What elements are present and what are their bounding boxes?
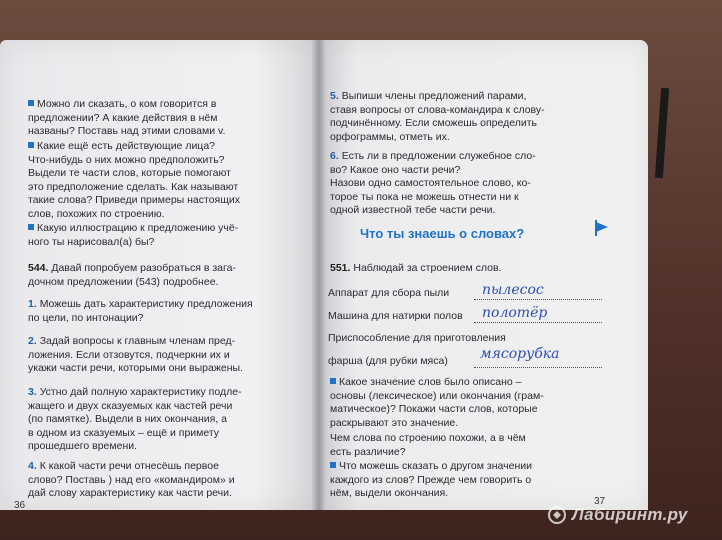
square-bullet-icon xyxy=(330,378,336,384)
question-meaning: Какое значение слов было описано – основы (лексическое) или окончания (грам- матическое)? Покажи части слов, которые раскрывают это значение. xyxy=(330,376,544,429)
question-other-meaning: Что можешь сказать о другом значении каждого из слов? Прежде чем говорить о нём, выдели окончания. xyxy=(330,460,532,500)
task-5: 5. Выпиши члены предложений парами, ставя вопросы от слова-командира к слову- подчинённому. Если сможешь определить орфограммы, отметь их. xyxy=(330,90,545,143)
handwritten-answer: пылесос xyxy=(482,282,544,298)
square-bullet-icon xyxy=(28,142,34,148)
answer-line xyxy=(474,299,602,300)
section-heading: Что ты знаешь о словах? xyxy=(360,226,525,241)
task-2: 2. Задай вопросы к главным членам пред- ложения. Если отзовутся, подчеркни их и укажи части речи, которыми они выражены. xyxy=(28,335,243,375)
square-bullet-icon xyxy=(28,224,34,230)
row-floor-machine: Машина для натирки полов xyxy=(328,310,463,322)
watermark: Лабиринт.ру xyxy=(572,505,688,524)
handwritten-answer: мясорубка xyxy=(480,346,560,362)
square-bullet-icon xyxy=(330,462,336,468)
task-4: 4. К какой части речи отнесёшь первое слово? Поставь ) над его «командиром» и дай слову характеристику как части речи. xyxy=(28,460,235,500)
book-spine xyxy=(312,40,326,510)
answer-line xyxy=(474,322,602,323)
exercise-551: 551. Наблюдай за строением слов. xyxy=(330,262,502,274)
task-3: 3. Устно дай полную характеристику подле- жащего и двух сказуемых как частей речи (по памятке). Выдели в них окончания, а в одном из сказуемых – ещё и примету прошедшего времени. xyxy=(28,386,242,453)
row-mince: фарша (для рубки мяса) xyxy=(328,355,448,367)
exercise-544: 544. Давай попробуем разобраться в зага- дочном предложении (543) подробнее. xyxy=(28,262,236,288)
question-characters: Какие ещё есть действующие лица? Что-нибудь о них можно предположить? Выдели те части слов, которые помогают это предположение сделать. Как называют такие слова? Приведи примеры настоящих слов, похожих по строению. xyxy=(28,140,240,220)
row-device: Приспособление для приготовления xyxy=(328,332,506,344)
question-who: Можно ли сказать, о ком говорится в предложении? А какие действия в нём названы? Поставь над этими словами v. xyxy=(28,98,226,138)
page-number-right: 37 xyxy=(594,496,606,507)
row-dust-apparatus: Аппарат для сбора пыли xyxy=(328,287,450,299)
answer-line xyxy=(474,367,602,368)
task-6: 6. Есть ли в предложении служебное сло- во? Какое оно части речи? Назови одно самостоятельное слово, ко- торое ты пока не можешь отнести ни к одной известной тебе части речи. xyxy=(330,150,536,217)
square-bullet-icon xyxy=(28,100,34,106)
flag-icon xyxy=(596,222,608,232)
handwritten-answer: полотёр xyxy=(482,305,548,321)
question-illustration: Какую иллюстрацию к предложению учё- ного ты нарисовал(а) бы? xyxy=(28,222,239,248)
task-1: 1. Можешь дать характеристику предложения по цели, по интонации? xyxy=(28,298,253,324)
page-number-left: 36 xyxy=(14,500,26,511)
labirint-logo-icon xyxy=(548,506,566,524)
question-similarity: Чем слова по строению похожи, а в чём есть различие? xyxy=(330,432,526,458)
